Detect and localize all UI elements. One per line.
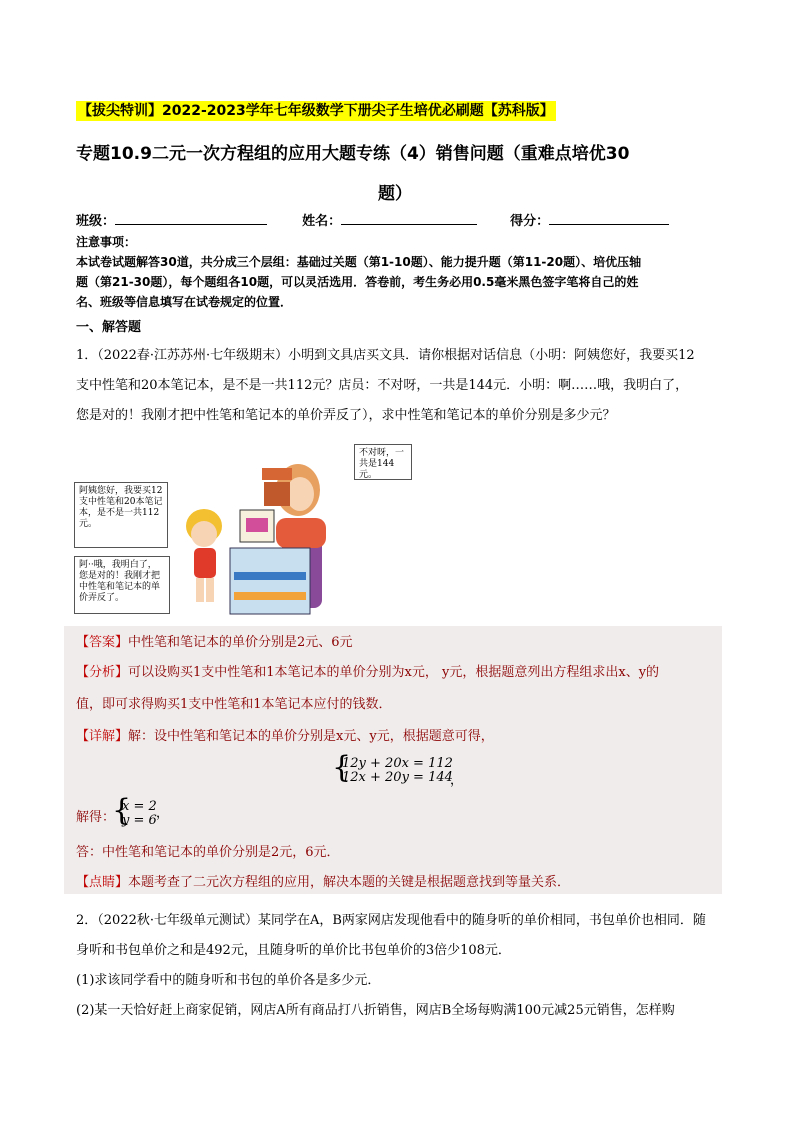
solution-x: x = 2 [122,799,157,814]
notice-line: 本试卷试题解答30道，共分成三个层组：基础过关题（第1-10题）、能力提升题（第11-20题）、培优压轴 [76,255,642,269]
notice-body [76,252,736,312]
answer-text: 中性笔和笔记本的单价分别是2元、6元 [128,635,353,650]
score-blank[interactable] [549,212,669,225]
name-blank[interactable] [341,212,477,225]
question-2 [76,906,706,1026]
student-info-fields [76,210,669,229]
equation-brace: { [332,750,352,785]
question-1-line: 您是对的！我刚才把中性笔和笔记本的单价弄反了），求中性笔和笔记本的单价分别是多少元？ [76,408,616,423]
solution-brace: { [112,793,132,828]
final-answer: 答：中性笔和笔记本的单价分别是2元，6元． [76,845,340,860]
series-banner: 【拔尖特训】2022-2023学年七年级数学下册尖子生培优必刷题【苏科版】 [78,103,554,119]
score-label: 得分： [510,214,550,229]
notice-line: 题（第21-30题），每个题组各10题，可以灵活选用．答卷前，考生务必用0.5毫米黑色签字笔将自己的姓 [76,275,639,289]
question-2-line: 身听和书包单价之和是492元，且随身听的单价比书包单价的3倍少108元． [76,943,511,958]
dialogue-illustration [70,438,405,618]
question-2-part-1: (1)求该同学看中的随身听和书包的单价各是多少元． [76,973,381,988]
answer-line [76,632,353,654]
boy-speech-bubble-1: 阿姨您好，我要买12支中性笔和20本笔记本，是不是一共112元。 [74,482,168,548]
equation-comma: ， [450,773,464,788]
notice-heading: 注意事项： [76,235,137,249]
analysis-line-1 [76,662,659,684]
class-blank[interactable] [115,212,267,225]
detail-tag: 【详解】 [76,729,129,744]
analysis-line-2: 值，即可求得购买1支中性笔和1本笔记本应付的钱数． [76,697,392,712]
detail-text: 解：设中性笔和笔记本的单价分别是x元、y元，根据题意可得， [128,729,494,744]
question-1-line: 支中性笔和20本笔记本，是不是一共112元？店员：不对呀，一共是144元．小明：啊……哦，我明白了， [76,378,689,393]
detail-line [76,726,494,748]
equation-1: 12y + 20x = 112 [342,756,453,771]
equation-2: 12x + 20y = 144 [342,770,453,785]
key-point-line [76,872,570,894]
question-1 [76,341,695,431]
analysis-tag: 【分析】 [76,665,129,680]
key-point-text: 本题考查了二元次方程组的应用，解决本题的关键是根据题意找到等量关系． [128,875,571,890]
page-title-line1: 专题10.9二元一次方程组的应用大题专练（4）销售问题（重难点培优30 [76,144,630,164]
question-2-part-2: (2)某一天恰好赶上商家促销，网店A所有商品打八折销售，网店B全场每购满100元减25元销售，怎样购 [76,1003,675,1018]
page-title-line2: 题） [378,184,412,204]
answer-tag: 【答案】 [76,635,129,650]
question-2-line: 2．（2022秋·七年级单元测试）某同学在A，B两家网店发现他看中的随身听的单价相同，书包单价也相同．随 [76,913,706,928]
question-1-line: 1．（2022春·江苏苏州·七年级期末）小明到文具店买文具．请你根据对话信息（小明：阿姨您好，我要买12 [76,348,695,363]
solution-y: y = 6 [122,813,157,828]
solution-label: 解得： [76,810,116,825]
solution-comma: ， [156,806,170,821]
boy-speech-bubble-2: 阿··哦，我明白了，您是对的！我刚才把中性笔和笔记本的单价弄反了。 [74,556,170,614]
class-label: 班级： [76,214,116,229]
notice-line: 名、班级等信息填写在试卷规定的位置． [76,295,293,309]
analysis-text: 可以设购买1支中性笔和1本笔记本的单价分别为x元， y元，根据题意列出方程组求出x、y的 [128,665,660,680]
clerk-speech-bubble: 不对呀，一共是144元。 [354,444,412,480]
section-heading: 一、解答题 [76,320,142,335]
key-point-tag: 【点睛】 [76,875,129,890]
name-label: 姓名： [302,214,342,229]
